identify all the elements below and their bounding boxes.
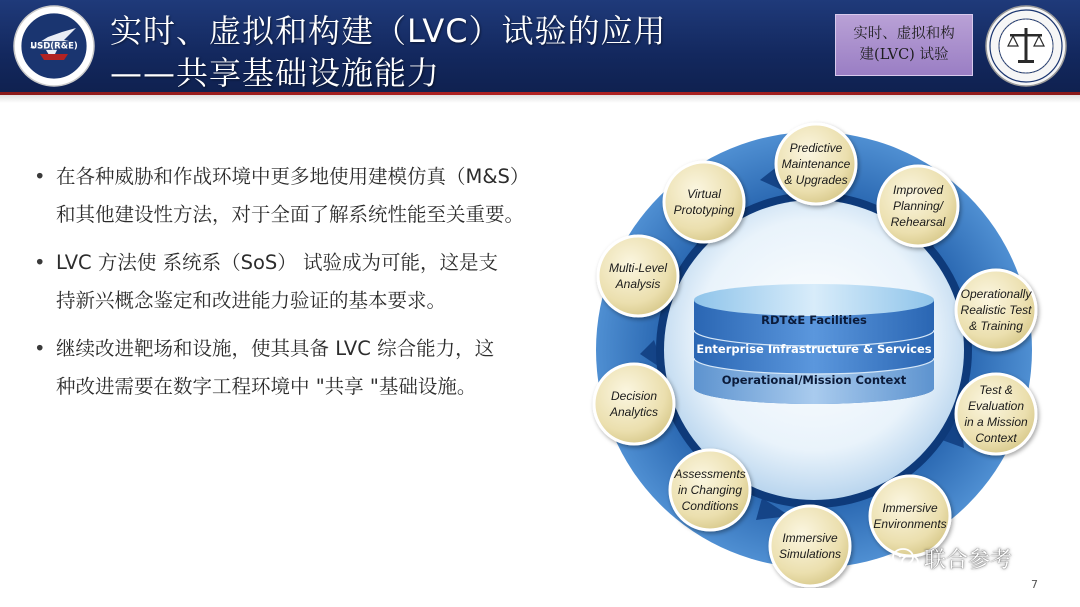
capability-node-label: Simulations bbox=[778, 547, 842, 561]
capability-node-label: Conditions bbox=[681, 499, 739, 513]
capability-node-label: Maintenance bbox=[781, 157, 851, 171]
capability-node-label: Test & bbox=[979, 383, 1013, 397]
layer-label-rdte: RDT&E Facilities bbox=[761, 313, 867, 327]
bullet-list bbox=[34, 158, 594, 416]
layer-label-operational: Operational/Mission Context bbox=[721, 373, 907, 387]
bullet-item bbox=[34, 158, 594, 234]
capability-node-label: Assessments bbox=[674, 467, 746, 481]
capability-node bbox=[770, 506, 850, 586]
capability-node-label: Multi-Level bbox=[608, 261, 668, 275]
capability-node bbox=[878, 166, 958, 246]
page-subtitle: ——共享基础设施能力 bbox=[110, 54, 441, 92]
capability-node-label: Realistic Test bbox=[960, 303, 1032, 317]
capability-node-circle bbox=[664, 162, 744, 242]
bullet-item bbox=[34, 330, 594, 406]
capability-node-circle bbox=[598, 236, 678, 316]
usdre-seal-icon bbox=[12, 4, 96, 88]
capability-node bbox=[598, 236, 678, 316]
capability-node-label: Operationally bbox=[960, 287, 1032, 301]
capability-node bbox=[664, 162, 744, 242]
capability-node-label: Analytics bbox=[609, 405, 659, 419]
capability-node bbox=[594, 364, 674, 444]
capability-node-label: Analysis bbox=[615, 277, 661, 291]
capability-node bbox=[956, 270, 1036, 350]
capability-node-label: in a Mission bbox=[964, 415, 1028, 429]
capability-node-label: Immersive bbox=[882, 501, 938, 515]
wechat-icon bbox=[892, 548, 920, 570]
page-number: 7 bbox=[1031, 578, 1038, 591]
capability-node-label: Prototyping bbox=[673, 203, 735, 217]
bullet-line: • LVC 方法使 系统系（SoS） 试验成为可能，这是支 bbox=[56, 251, 498, 274]
capability-node-label: & Training bbox=[969, 319, 1023, 333]
header-shadow bbox=[0, 95, 1080, 103]
capability-node bbox=[956, 374, 1036, 454]
lvc-badge bbox=[835, 14, 973, 76]
bullet-line: 和其他建设性方法，对于全面了解系统性能至关重要。 bbox=[56, 203, 525, 226]
bullet-line: • 在各种威胁和作战环境中更多地使用建模仿真（M&S） bbox=[56, 165, 530, 188]
capability-node-label: Planning/ bbox=[892, 199, 944, 213]
test-evaluation-seal-icon bbox=[984, 4, 1068, 88]
capability-node-label: Predictive bbox=[789, 141, 843, 155]
watermark-text: 联合参考 bbox=[924, 548, 1013, 573]
wechat-watermark bbox=[892, 543, 1012, 574]
bullet-item bbox=[34, 244, 594, 320]
capability-node-label: Evaluation bbox=[967, 399, 1025, 413]
page-title: 实时、虚拟和构建（LVC）试验的应用 bbox=[110, 12, 667, 50]
capability-node-label: Rehearsal bbox=[890, 215, 946, 229]
capability-node bbox=[776, 124, 856, 204]
capability-node bbox=[670, 450, 750, 530]
capability-node-label: & Upgrades bbox=[784, 173, 848, 187]
facilities-cylinder bbox=[694, 284, 934, 404]
layer-label-enterprise: Enterprise Infrastructure & Services bbox=[696, 342, 932, 356]
lvc-capability-diagram bbox=[582, 118, 1080, 588]
capability-node-label: Decision bbox=[610, 389, 658, 403]
capability-node-label: Context bbox=[975, 431, 1017, 445]
capability-node-label: Improved bbox=[892, 183, 944, 197]
badge-line-2: 建(LVC) 试验 bbox=[859, 47, 949, 63]
capability-node-circle bbox=[594, 364, 674, 444]
capability-node-label: Immersive bbox=[782, 531, 838, 545]
bullet-line: • 继续改进靶场和设施，使其具备 LVC 综合能力，这 bbox=[56, 337, 495, 360]
capability-node-label: Environments bbox=[873, 517, 947, 531]
capability-node-label: Virtual bbox=[687, 187, 721, 201]
bullet-line: 种改进需要在数字工程环境中 "共享 "基础设施。 bbox=[56, 375, 477, 398]
capability-node-circle bbox=[770, 506, 850, 586]
seal-text: USD(R&E) bbox=[30, 41, 78, 52]
badge-line-1: 实时、虚拟和构 bbox=[853, 26, 955, 42]
capability-node-label: in Changing bbox=[677, 483, 743, 497]
bullet-line: 持新兴概念鉴定和改进能力验证的基本要求。 bbox=[56, 289, 447, 312]
